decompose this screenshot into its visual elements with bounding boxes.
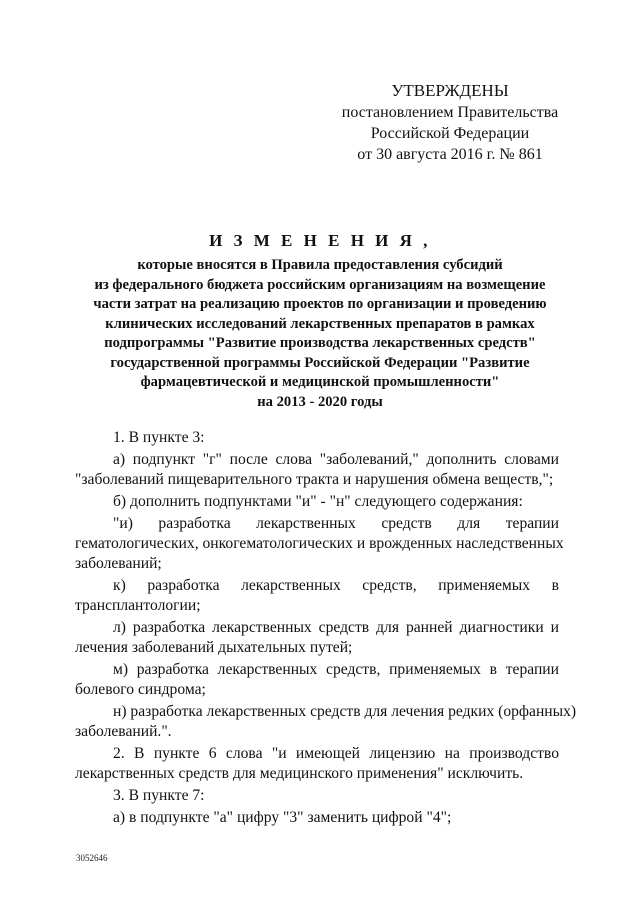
subtitle-line: подпрограммы "Развитие производства лекарственных средств" bbox=[104, 335, 536, 351]
subtitle-line: клинических исследований лекарственных препаратов в рамках bbox=[105, 315, 535, 332]
body-line: б) дополнить подпунктами "и" - "н" следующего содержания: bbox=[113, 493, 523, 510]
document-body bbox=[75, 428, 577, 828]
subtitle-line: части затрат на реализацию проектов по организации и проведению bbox=[93, 296, 547, 312]
document-heading: И З М Е Н Е Н И Я , bbox=[209, 231, 431, 250]
subtitle-line: фармацевтической и медицинской промышленности" bbox=[140, 374, 500, 390]
approval-block bbox=[330, 80, 570, 165]
approval-date-number: от 30 августа 2016 г. № 861 bbox=[357, 146, 543, 163]
body-line: лекарственных средств для медицинского применения" исключить. bbox=[75, 765, 524, 782]
body-line: "заболеваний пищеварительного тракта и нарушения обмена веществ,"; bbox=[75, 471, 554, 488]
approval-line-3: Российской Федерации bbox=[370, 125, 530, 142]
body-line: н) разработка лекарственных средств для лечения редких (орфанных) bbox=[113, 703, 577, 720]
body-line: 1. В пункте 3: bbox=[113, 429, 205, 446]
subtitle-line: которые вносятся в Правила предоставления субсидий bbox=[137, 257, 503, 273]
body-line: а) подпункт "г" после слова "заболеваний," дополнить словами bbox=[113, 451, 559, 468]
subtitle-line: государственной программы Российской Федерации "Развитие bbox=[110, 354, 530, 371]
approval-line-2: постановлением Правительства bbox=[341, 104, 559, 121]
body-line: лечения заболеваний дыхательных путей; bbox=[75, 639, 353, 656]
body-line: заболеваний.". bbox=[75, 723, 172, 740]
body-line: л) разработка лекарственных средств для ранней диагностики и bbox=[113, 619, 559, 636]
subtitle-line: из федерального бюджета российским организациям на возмещение bbox=[94, 276, 546, 293]
body-line: трансплантологии; bbox=[75, 597, 201, 614]
body-line: а) в подпункте "а" цифру "3" заменить цифрой "4"; bbox=[113, 809, 452, 826]
body-line: 3. В пункте 7: bbox=[113, 787, 205, 804]
body-line: "и) разработка лекарственных средств для терапии bbox=[113, 515, 559, 532]
body-line: заболеваний; bbox=[75, 555, 162, 572]
body-line: гематологических, онкогематологических и врожденных наследственных bbox=[75, 535, 564, 552]
approval-title: УТВЕРЖДЕНЫ bbox=[391, 81, 509, 100]
body-line: болевого синдрома; bbox=[75, 681, 206, 698]
body-line: 2. В пункте 6 слова "и имеющей лицензию на производство bbox=[113, 745, 559, 762]
body-line: к) разработка лекарственных средств, применяемых в bbox=[113, 577, 559, 594]
subtitle-line: на 2013 - 2020 годы bbox=[257, 393, 383, 410]
body-line: м) разработка лекарственных средств, применяемых в терапии bbox=[113, 661, 559, 678]
document-subtitle bbox=[60, 256, 580, 412]
document-code: 3052646 bbox=[76, 853, 108, 863]
